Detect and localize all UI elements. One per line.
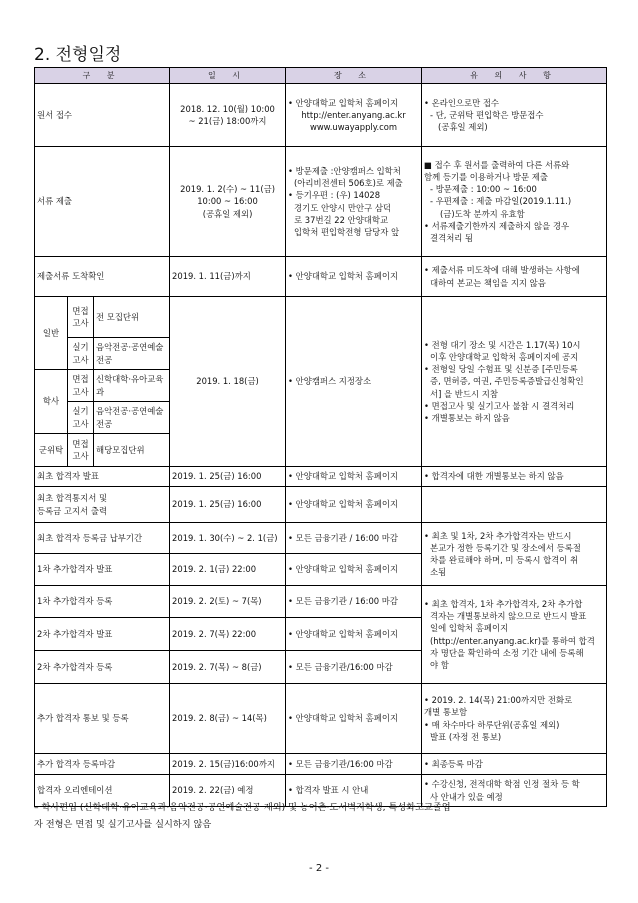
- row-label: 2차 추가합격자 발표: [35, 618, 170, 651]
- table-row: [35, 84, 607, 147]
- header-datetime: 일 시: [170, 68, 286, 84]
- row-notes: • 최초 합격자, 1차 추가합격자, 2차 추가합 격자는 개별통보하지 않으므로 반드시 발표 일에 입학처 홈페이지 (http://enter.anyang.ac.kr)를 통하여 합격 자 명단을 확인하여 소정 기간 내에 등록해 야 함: [422, 586, 607, 684]
- row-notes: • 합격자에 대한 개별통보는 하지 않음: [422, 467, 607, 487]
- row-place: • 안양대학교 입학처 홈페이지: [286, 467, 422, 487]
- row-place: • 안양대학교 입학처 홈페이지: [286, 554, 422, 586]
- row-date: 2019. 2. 2(토) ~ 7(목): [170, 586, 286, 618]
- table-row: [35, 523, 607, 554]
- row-label: 최초 합격자 발표: [35, 467, 170, 487]
- footnote-line: 자 전형은 면접 및 실기고사를 실시하지 않음: [34, 819, 212, 831]
- exam-type: 면접고사: [68, 434, 94, 467]
- row-place: • 안양대학교 입학처 홈페이지: [286, 257, 422, 297]
- table-header-row: [35, 68, 607, 84]
- row-label: 최초 합격자 등록금 납부기간: [35, 523, 170, 554]
- schedule-table: [34, 67, 607, 807]
- row-date: 2019. 2. 8(금) ~ 14(목): [170, 684, 286, 754]
- row-notes: ■ 접수 후 원서를 출력하여 다른 서류와 함께 등기를 이용하거나 방문 제출 - 방문제출 : 10:00 ~ 16:00 - 우편제출 : 제출 마감일(2019.1.11.) (금)도착 분까지 유효함 • 서류제출기한까지 제출하지 않을 경우 결격처리 됨: [422, 147, 607, 257]
- row-place: • 안양대학교 입학처 홈페이지: [286, 684, 422, 754]
- exam-unit: 음악전공·공연예술전공: [94, 402, 170, 434]
- row-date: 2019. 1. 2(수) ~ 11(금) 10:00 ~ 16:00 (공휴일 제외): [170, 147, 286, 257]
- header-notes: 유 의 사 항: [422, 68, 607, 84]
- exam-unit: 음악전공·공연예술전공: [94, 338, 170, 370]
- section-title: 2. 전형일정: [34, 45, 122, 65]
- row-label: 합격자 오리엔테이션: [35, 775, 170, 807]
- exam-type: 실기고사: [68, 338, 94, 370]
- row-place: • 모든 금융기관/16:00 마감: [286, 754, 422, 775]
- row-label: 2차 추가합격자 등록: [35, 651, 170, 684]
- row-label: 1차 추가합격자 발표: [35, 554, 170, 586]
- exam-group-label: 일반: [35, 297, 68, 370]
- row-place: • 모든 금융기관/16:00 마감: [286, 651, 422, 684]
- row-label: 원서 접수: [35, 84, 170, 147]
- row-notes: • 제출서류 미도착에 대해 발생하는 사항에 대하여 본교는 책임을 지지 않음: [422, 257, 607, 297]
- row-notes: • 2019. 2. 14(목) 21:00까지만 전화로 개별 통보함 • 매 차수마다 하루단위(공휴일 제외) 발표 (자정 전 통보): [422, 684, 607, 754]
- table-row: [35, 684, 607, 754]
- table-row: [35, 147, 607, 257]
- row-notes-empty: [422, 487, 607, 523]
- row-place: • 방문제출 :안양캠퍼스 입학처 (아리비전센터 506호)로 제출 • 등기우편 : (우) 14028 경기도 안양시 만안구 삼덕 로 37번길 22 안양대학교 입학처 편입학전형 담당자 앞: [286, 147, 422, 257]
- row-date: 2019. 1. 11(금)까지: [170, 257, 286, 297]
- table-row: [35, 297, 607, 338]
- exam-unit: 전 모집단위: [94, 297, 170, 338]
- table-row: [35, 257, 607, 297]
- exam-type: 면접고사: [68, 297, 94, 338]
- row-notes: • 최초 및 1차, 2차 추가합격자는 반드시 본교가 정한 등록기간 및 장소에서 등록절 차를 완료해야 하며, 미 등록시 합격이 취 소됨: [422, 523, 607, 586]
- exam-place: • 안양캠퍼스 지정장소: [286, 297, 422, 467]
- row-place: • 안양대학교 입학처 홈페이지 http://enter.anyang.ac.kr www.uwayapply.com: [286, 84, 422, 147]
- page-number: - 2 -: [309, 863, 329, 874]
- table-row: [35, 487, 607, 523]
- table-row: [35, 586, 607, 618]
- header-place: 장 소: [286, 68, 422, 84]
- row-date: 2019. 2. 7(목) ~ 8(금): [170, 651, 286, 684]
- row-notes: • 최종등록 마감: [422, 754, 607, 775]
- header-category: 구 분: [35, 68, 170, 84]
- row-place: • 안양대학교 입학처 홈페이지: [286, 618, 422, 651]
- row-date: 2019. 2. 22(금) 예정: [170, 775, 286, 807]
- footnote-line: – 학사편입 (신학대학·유아교육과·음악전공·공연예술전공 제외) 및 농어촌·도서벽지학생, 특성화고교졸업: [34, 802, 451, 813]
- exam-notes: • 전형 대기 장소 및 시간은 1.17(목) 10시 이후 안양대학교 입학처 홈페이지에 공지 • 전형일 당일 수험표 및 신분증 [주민등록 증, 면허증, 여권, 주민등록증발급신청확인 서] 을 반드시 지참 • 면접고사 및 실기고사 불참 시 결격처리 • 개별통보는 하지 않음: [422, 297, 607, 467]
- row-label: 1차 추가합격자 등록: [35, 586, 170, 618]
- row-notes: • 온라인으로만 접수 - 단, 군위탁 편입학은 방문접수 (공휴일 제외): [422, 84, 607, 147]
- row-place: • 모든 금융기관 / 16:00 마감: [286, 586, 422, 618]
- footnote: [34, 799, 609, 834]
- row-notes: • 수강신청, 전적대학 학점 인정 절차 등 학 사 안내가 있을 예정: [422, 775, 607, 807]
- row-date: 2019. 1. 30(수) ~ 2. 1(금): [170, 523, 286, 554]
- row-place: • 안양대학교 입학처 홈페이지: [286, 487, 422, 523]
- row-label: 제출서류 도착확인: [35, 257, 170, 297]
- row-date: 2019. 2. 15(금)16:00까지: [170, 754, 286, 775]
- row-date: 2019. 1. 25(금) 16:00: [170, 467, 286, 487]
- row-label: 추가 합격자 등록마감: [35, 754, 170, 775]
- exam-type: 실기고사: [68, 402, 94, 434]
- row-place: • 모든 금융기관 / 16:00 마감: [286, 523, 422, 554]
- row-label: 최초 합격통지서 및 등록금 고지서 출력: [35, 487, 170, 523]
- row-date: 2019. 2. 1(금) 22:00: [170, 554, 286, 586]
- row-label: 서류 제출: [35, 147, 170, 257]
- row-date: 2019. 1. 25(금) 16:00: [170, 487, 286, 523]
- row-date: 2018. 12. 10(월) 10:00 ~ 21(금) 18:00까지: [170, 84, 286, 147]
- exam-unit: 해당모집단위: [94, 434, 170, 467]
- exam-group-label: 군위탁: [35, 434, 68, 467]
- table-row: [35, 467, 607, 487]
- exam-type: 면접고사: [68, 370, 94, 402]
- exam-date: 2019. 1. 18(금): [170, 297, 286, 467]
- row-date: 2019. 2. 7(목) 22:00: [170, 618, 286, 651]
- row-place: • 합격자 발표 시 안내: [286, 775, 422, 807]
- table-row: [35, 754, 607, 775]
- exam-unit: 신학대학·유아교육과: [94, 370, 170, 402]
- exam-group-label: 학사: [35, 370, 68, 434]
- row-label: 추가 합격자 통보 및 등록: [35, 684, 170, 754]
